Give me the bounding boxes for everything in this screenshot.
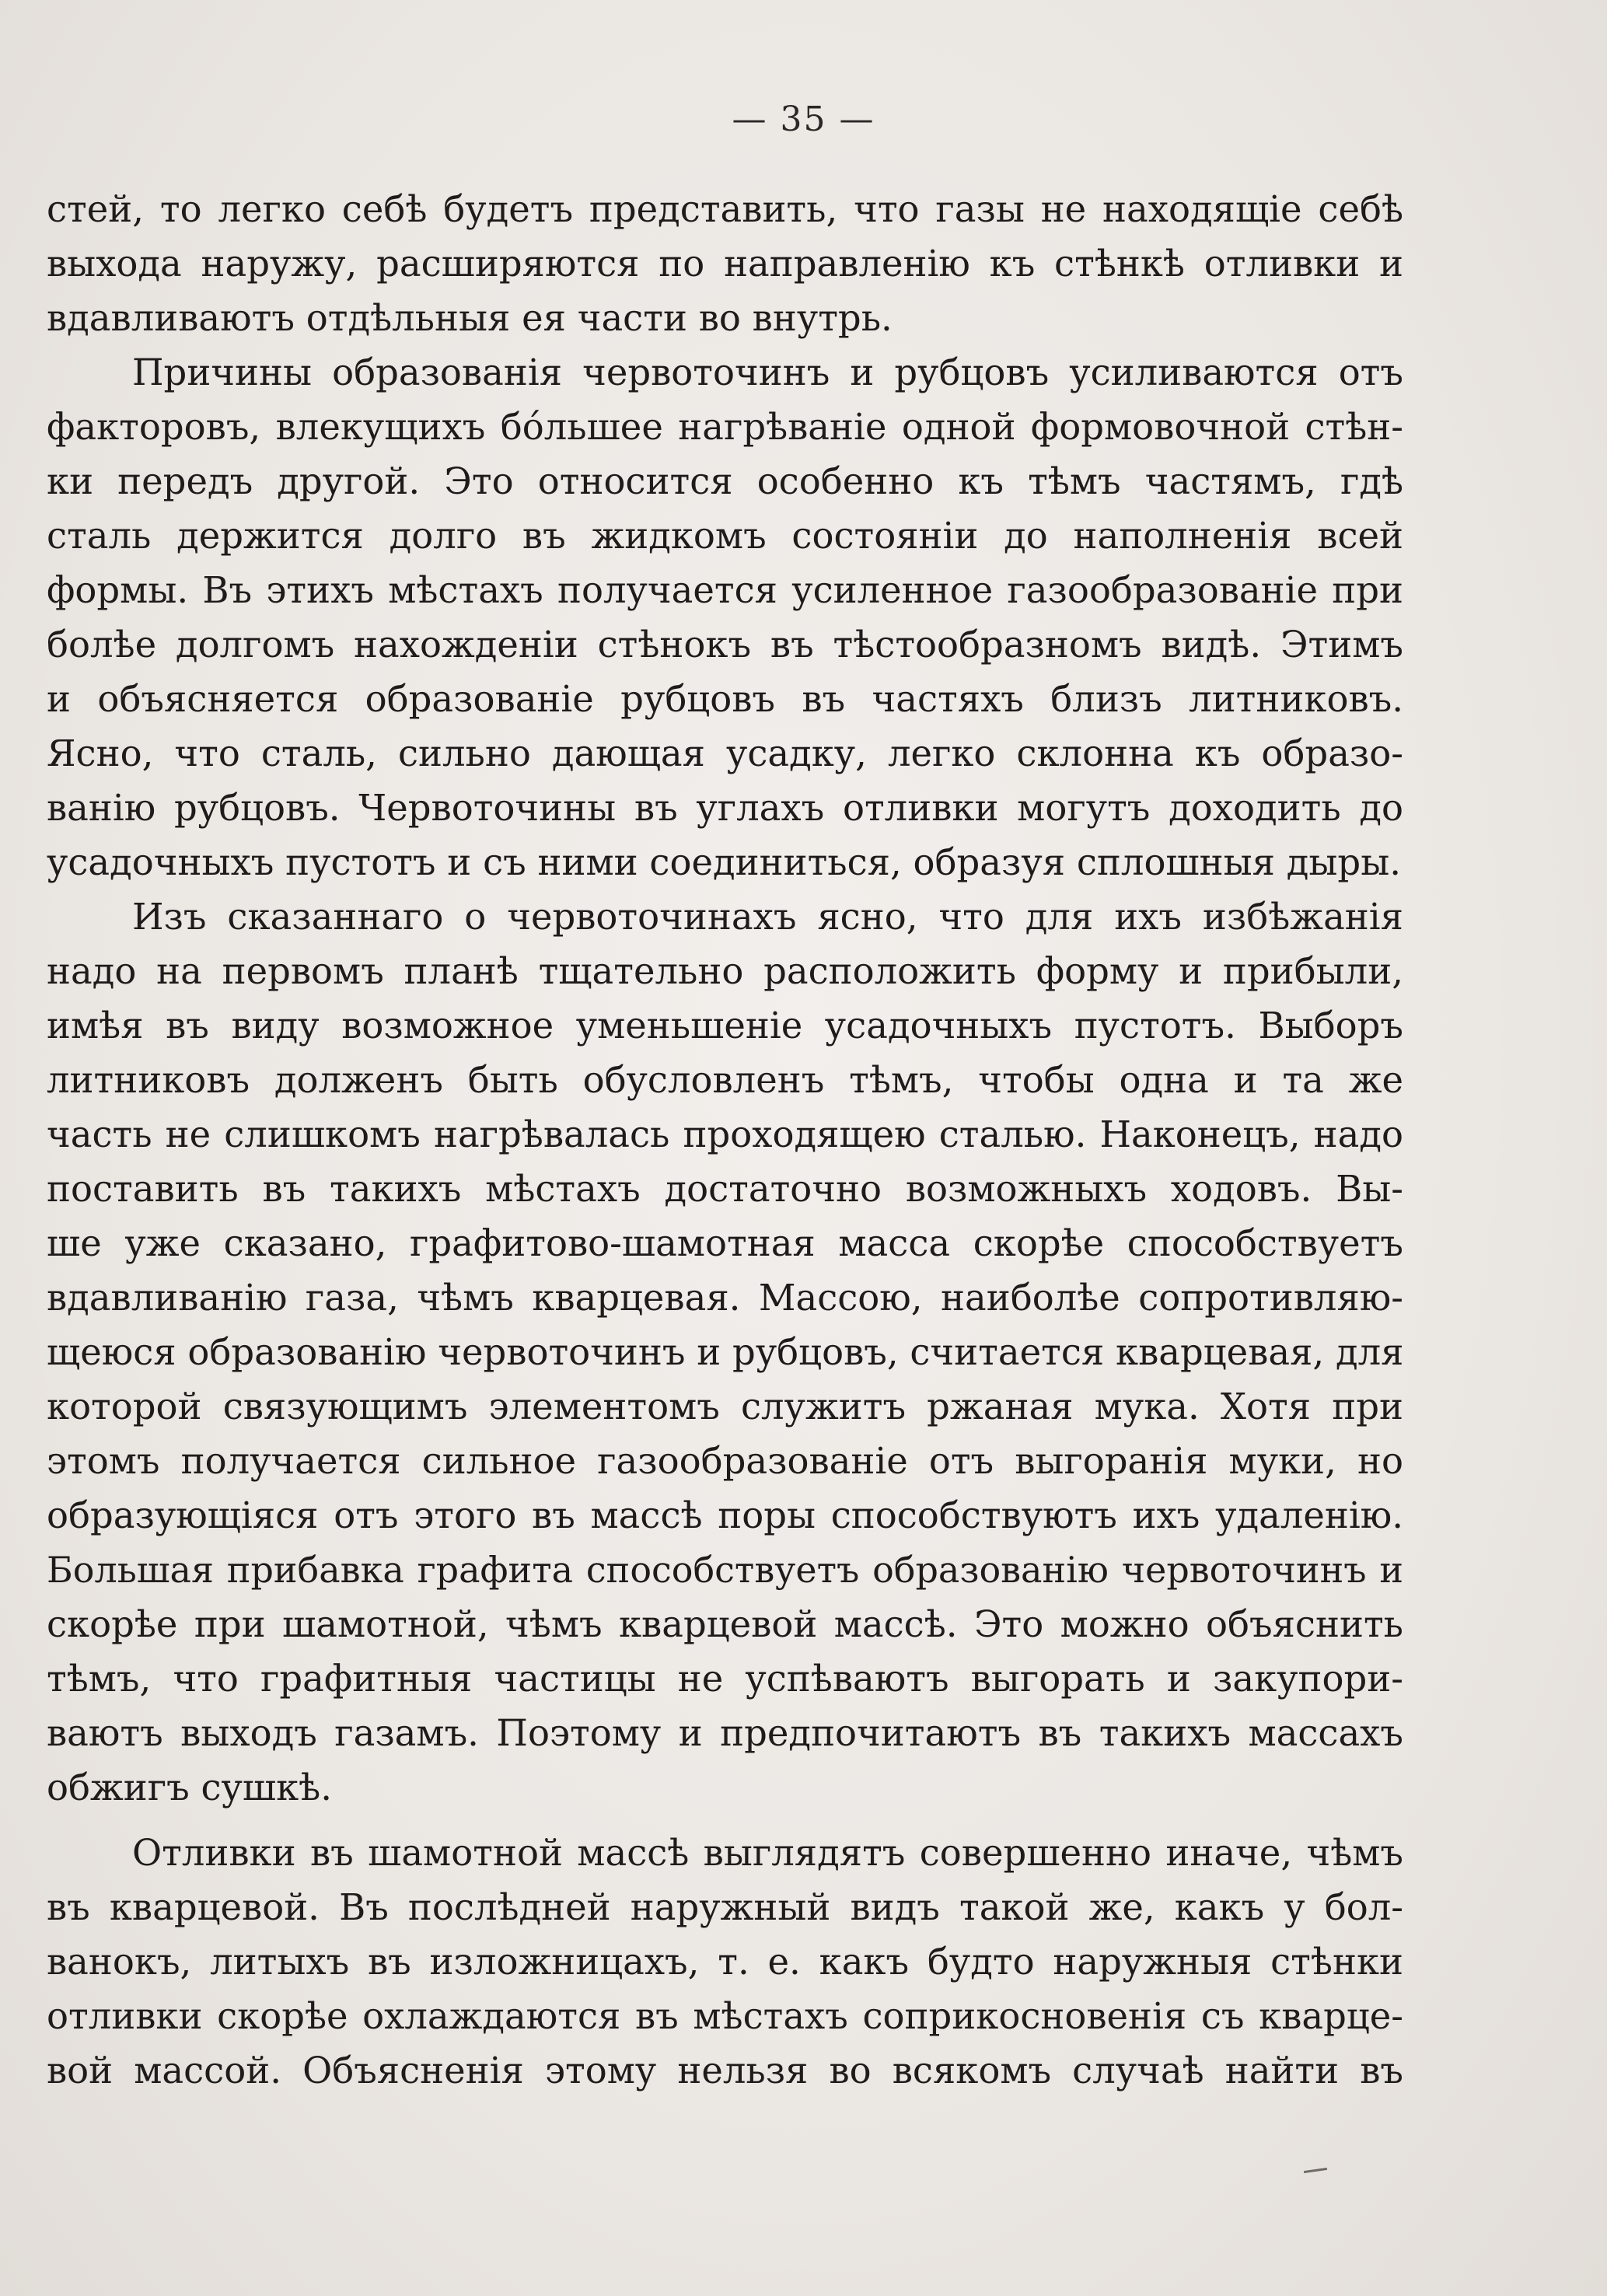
text-line: поставить въ такихъ мѣстахъ достаточно возможныхъ ходовъ. Вы- bbox=[47, 1168, 1403, 1210]
text-line: Большая прибавка графита способствуетъ образованію червоточинъ и bbox=[47, 1549, 1403, 1591]
text-line: сталь держится долго въ жидкомъ состояніи до наполненія всей bbox=[47, 515, 1403, 557]
text-line: часть не слишкомъ нагрѣвалась проходящею сталью. Наконецъ, надо bbox=[47, 1113, 1403, 1155]
text-line: Причины образованія червоточинъ и рубцовъ усиливаются отъ bbox=[132, 351, 1403, 393]
text-line: ваютъ выходъ газамъ. Поэтому и предпочитаютъ въ такихъ массахъ bbox=[47, 1712, 1403, 1754]
paragraph-gap bbox=[47, 1815, 1403, 1826]
text-line: щеюся образованію червоточинъ и рубцовъ, считается кварцевая, для bbox=[47, 1331, 1404, 1373]
text-line: вдавливанію газа, чѣмъ кварцевая. Массою, наиболѣе сопротивляю- bbox=[47, 1277, 1403, 1319]
text-line: стей, то легко себѣ будетъ представить, что газы не находящіе себѣ bbox=[47, 188, 1403, 230]
text-line: Ясно, что сталь, сильно дающая усадку, легко склонна къ образо- bbox=[47, 732, 1403, 774]
text-line: надо на первомъ планѣ тщательно расположить форму и прибыли, bbox=[47, 950, 1403, 992]
text-line: выхода наружу, расширяются по направленію къ стѣнкѣ отливки и bbox=[47, 243, 1403, 285]
text-line: литниковъ долженъ быть обусловленъ тѣмъ, чтобы одна и та же bbox=[47, 1059, 1403, 1101]
text-line: ванокъ, литыхъ въ изложницахъ, т. е. какъ будто наружныя стѣнки bbox=[47, 1941, 1403, 1983]
text-line: ше уже сказано, графитово-шамотная масса скорѣе способствуетъ bbox=[47, 1222, 1403, 1264]
page-number: — 35 — bbox=[732, 100, 875, 139]
text-line: имѣя въ виду возможное уменьшеніе усадочныхъ пустотъ. Выборъ bbox=[47, 1005, 1403, 1047]
text-line: факторовъ, влекущихъ бóльшее нагрѣваніе одной формовочной стѣн- bbox=[47, 406, 1403, 448]
text-line: вдавливаютъ отдѣльныя ея части во внутрь. bbox=[47, 297, 893, 339]
text-line: обжигъ сушкѣ. bbox=[47, 1767, 333, 1808]
text-line: отливки скорѣе охлаждаются въ мѣстахъ соприкосновенія съ кварце- bbox=[47, 1995, 1403, 2037]
text-line: ванію рубцовъ. Червоточины въ углахъ отливки могутъ доходить до bbox=[47, 787, 1403, 829]
text-line: ки передъ другой. Это относится особенно къ тѣмъ частямъ, гдѣ bbox=[47, 460, 1403, 502]
text-line: образующіяся отъ этого въ массѣ поры способствуютъ ихъ удаленію. bbox=[47, 1494, 1403, 1536]
body-text bbox=[47, 182, 1403, 2098]
text-line: Отливки въ шамотной массѣ выглядятъ совершенно иначе, чѣмъ bbox=[132, 1832, 1403, 1874]
text-line: Изъ сказаннаго о червоточинахъ ясно, что для ихъ избѣжанія bbox=[132, 896, 1403, 938]
text-line: болѣе долгомъ нахожденіи стѣнокъ въ тѣстообразномъ видѣ. Этимъ bbox=[47, 624, 1403, 666]
text-line: формы. Въ этихъ мѣстахъ получается усиленное газообразованіе при bbox=[47, 569, 1403, 611]
print-mark bbox=[1304, 2168, 1327, 2173]
text-line: скорѣе при шамотной, чѣмъ кварцевой массѣ. Это можно объяснить bbox=[47, 1603, 1403, 1645]
text-line: этомъ получается сильное газообразованіе отъ выгоранія муки, но bbox=[47, 1440, 1403, 1482]
text-line: вой массой. Объясненія этому нельзя во всякомъ случаѣ найти въ bbox=[47, 2050, 1403, 2092]
text-line: тѣмъ, что графитныя частицы не успѣваютъ выгорать и закупори- bbox=[47, 1658, 1403, 1700]
text-line: въ кварцевой. Въ послѣдней наружный видъ такой же, какъ у бол- bbox=[47, 1886, 1403, 1928]
text-line: и объясняется образованіе рубцовъ въ частяхъ близъ литниковъ. bbox=[47, 678, 1403, 720]
text-line: которой связующимъ элементомъ служитъ ржаная мука. Хотя при bbox=[47, 1386, 1403, 1428]
text-line: усадочныхъ пустотъ и съ ними соединиться, образуя сплошныя дыры. bbox=[47, 841, 1401, 883]
